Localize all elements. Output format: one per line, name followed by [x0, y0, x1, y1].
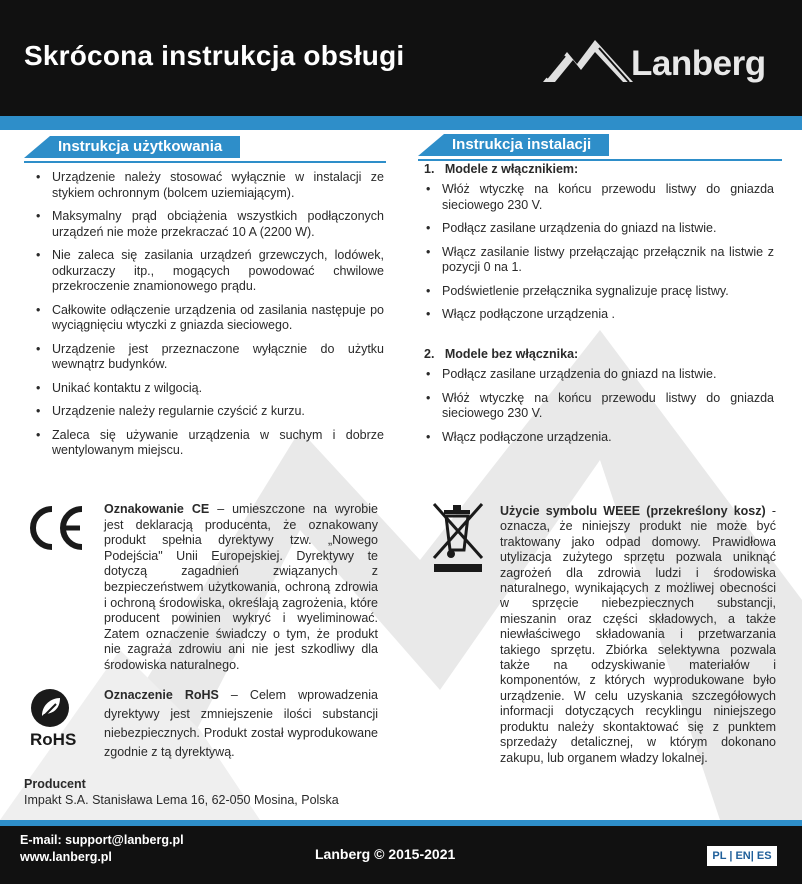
install-group-1-list [422, 182, 774, 331]
list-item: • Urządzenie jest przeznaczone wyłącznie do użytku wewnątrz budynków. [32, 342, 384, 373]
logo-text: Lanberg [631, 44, 766, 83]
install-section-title: Instrukcja instalacji [418, 134, 782, 158]
list-item: • Włącz zasilanie listwy przełączając przełącznik na listwie z pozycji 0 na 1. [422, 245, 774, 276]
ce-description: Oznakowanie CE – umieszczone na wyrobie jest deklaracją producenta, że oznakowany produkt spełnia dyrektywy tzw. „Nowego Podejścia" Unii Europejskiej. Dyrektywy te dotyczą zagadnień związanych z bezpieczeństwem użytkowania, ochroną zdrowia i ochroną środowiska, określają zagrożenia, które producent powinien wykryć i wyeliminować. Zatem oznaczenie świadczy o tym, że produkt nie zagraża zdrowiu ani nie jest szkodliwy dla środowiska naturalnego. [104, 502, 378, 672]
install-group-2-list [422, 367, 774, 453]
support-email-link[interactable]: E-mail: support@lanberg.pl [20, 833, 184, 847]
list-item: • Podłącz zasilane urządzenia do gniazd na listwie. [422, 367, 774, 383]
weee-description: Użycie symbolu WEEE (przekreślony kosz) - oznacza, że niniejszy produkt nie może być traktowany jako odpad domowy. Prawidłowa utylizacja zużytego sprzętu pozwala uniknąć zagrożeń dla zdrowia ludzi i środowiska naturalnego, wynikających z możliwej obecności w sprzęcie niebezpiecznych substancji, mieszanin oraz części składowych, a także niewłaściwego składowania i przetwarzania takiego sprzętu. Zbiórka selektywna pozwala także na odzyskiwanie materiałów i komponentów, z których wyprodukowane było urządzenie. W celu uzyskania szczegółowych informacji dotyczących recyklingu niniejszego produktu należy skontaktować się z punktem sprzedaży detalicznej, w którym dokonano zakupu, lub organem władzy lokalnej. [500, 504, 776, 765]
footer-contact [20, 832, 184, 866]
list-item: • Nie zaleca się zasilania urządzeń grzewczych, lodówek, odkurzaczy itp., mogących powodować chwilowe przekroczenie znamionowego prądu. [32, 248, 384, 295]
usage-list [32, 170, 384, 467]
list-item: • Włącz podłączone urządzenia . [422, 307, 774, 323]
rohs-mark-icon: RoHS [28, 686, 84, 752]
install-group-2-heading: 2. Modele bez włącznika: [424, 347, 579, 361]
list-item: • Włącz podłączone urządzenia. [422, 430, 774, 446]
weee-bin-icon [428, 498, 488, 574]
lanberg-logo [543, 38, 783, 88]
list-item: • Włóż wtyczkę na końcu przewodu listwy do gniazda sieciowego 230 V. [422, 391, 774, 422]
list-item: • Urządzenie należy regularnie czyścić z kurzu. [32, 404, 384, 420]
header-accent-bar [0, 116, 802, 130]
install-group-1-heading: 1. Modele z włącznikiem: [424, 162, 579, 176]
page-title: Skrócona instrukcja obsługi [24, 40, 405, 71]
producer-label: Producent [24, 777, 86, 791]
website-link[interactable]: www.lanberg.pl [20, 850, 112, 864]
list-item: • Włóż wtyczkę na końcu przewodu listwy do gniazda sieciowego 230 V. [422, 182, 774, 213]
ce-mark-icon [28, 505, 86, 551]
language-selector[interactable]: PL | EN| ES [707, 846, 777, 866]
producer-info [24, 776, 339, 808]
rohs-description: Oznaczenie RoHS – Celem wprowadzenia dyrektywy jest zmniejszenie ilości substancji niebezpiecznych. Produkt został wyprodukowane zgodnie z tą dyrektywą. [104, 688, 378, 759]
usage-section-title: Instrukcja użytkowania [24, 136, 386, 160]
mountain-logo-icon [543, 38, 633, 84]
list-item: • Podświetlenie przełącznika sygnalizuje pracę listwy. [422, 284, 774, 300]
list-item: • Całkowite odłączenie urządzenia od zasilania następuje po wyciągnięciu wtyczki z gniazda sieciowego. [32, 303, 384, 334]
list-item: • Zaleca się używanie urządzenia w suchym i dobrze wentylowanym miejscu. [32, 428, 384, 459]
list-item: • Maksymalny prąd obciążenia wszystkich podłączonych urządzeń nie może przekraczać 10 A (2200 W). [32, 209, 384, 240]
producer-address: Impakt S.A. Stanisława Lema 16, 62-050 Mosina, Polska [24, 793, 339, 807]
list-item: • Unikać kontaktu z wilgocią. [32, 381, 384, 397]
footer-accent-bar [0, 820, 802, 826]
header [0, 0, 802, 116]
copyright: Lanberg © 2015-2021 [315, 846, 456, 862]
list-item: • Urządzenie należy stosować wyłącznie w instalacji ze stykiem ochronnym (bolcem uziemiającym). [32, 170, 384, 201]
list-item: • Podłącz zasilane urządzenia do gniazd na listwie. [422, 221, 774, 237]
